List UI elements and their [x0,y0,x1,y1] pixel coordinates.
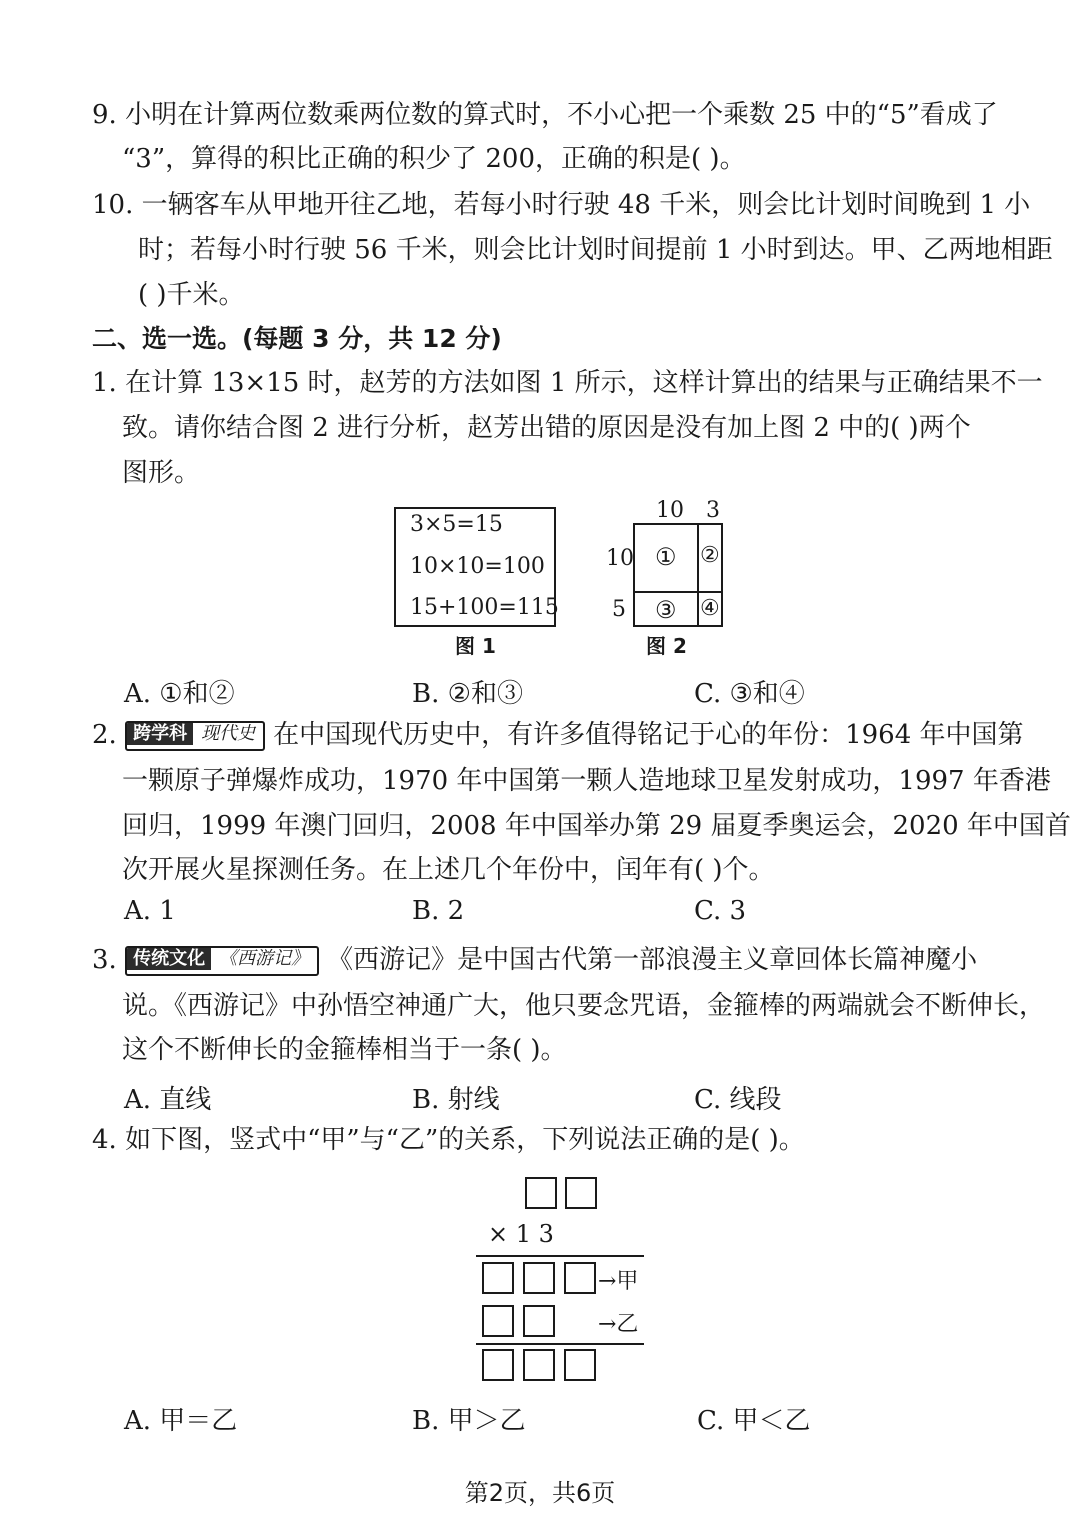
arrow-jia-label: →甲 [598,1269,639,1294]
s4-option-b[interactable]: B. 甲＞乙 [412,1406,526,1436]
badge-category: 传统文化 [127,948,211,970]
q9-line-1: 9. 小明在计算两位数乘两位数的算式时，不小心把一个乘数 25 中的“5”看成了 [92,100,998,130]
s2-text-1: 在中国现代历史中，有许多值得铭记于心的年份：1964 年中国第 [273,720,1024,750]
fig2-left-5: 5 [612,597,626,622]
s3-option-b[interactable]: B. 射线 [412,1085,500,1115]
product-line [476,1255,644,1257]
section-title: 二、选一选。(每题 3 分，共 12 分) [92,324,502,353]
s3-number: 3. [92,945,117,975]
s1-line-3: 图形。 [122,458,201,488]
s4-option-a[interactable]: A. 甲＝乙 [124,1406,238,1436]
digit-box [564,1349,596,1381]
digit-box [564,1262,596,1294]
subject-badge [125,721,265,751]
fig2-label-1: ① [655,543,677,571]
s2-line-4: 次开展火星探测任务。在上述几个年份中，闰年有( )个。 [122,855,775,885]
digit-box [482,1262,514,1294]
digit-box [523,1305,555,1337]
q9-line-2: “3”，算得的积比正确的积少了 200，正确的积是( )。 [122,144,746,174]
q10-line-3: ( )千米。 [138,280,245,310]
subject-badge [125,946,319,976]
s2-line-2: 一颗原子弹爆炸成功，1970 年中国第一颗人造地球卫星发射成功，1997 年香港 [122,766,1051,796]
s1-option-c[interactable]: C. ③和④ [694,679,805,709]
fig2-caption: 图 2 [646,634,687,658]
s4-line-1: 4. 如下图，竖式中“甲”与“乙”的关系，下列说法正确的是( )。 [92,1125,805,1155]
s4-option-c[interactable]: C. 甲＜乙 [697,1406,811,1436]
s3-line-2: 说。《西游记》中孙悟空神通广大，他只要念咒语，金箍棒的两端就会不断伸长， [122,991,1046,1021]
s3-option-c[interactable]: C. 线段 [694,1085,782,1115]
badge-topic: 现代史 [201,723,256,744]
fig2-label-4: ④ [700,596,720,621]
page-footer: 第2页，共6页 [464,1479,616,1507]
s3-line-3: 这个不断伸长的金箍棒相当于一条( )。 [122,1035,567,1065]
fig2-top-10: 10 [656,498,684,523]
s2-option-c[interactable]: C. 3 [694,896,747,926]
q10-line-1: 10. 一辆客车从甲地开往乙地，若每小时行驶 48 千米，则会比计划时间晚到 1 小 [92,190,1031,220]
fig1-caption: 图 1 [455,634,496,658]
digit-box [523,1262,555,1294]
digit-box [525,1177,557,1209]
fig2-left-10: 10 [606,546,634,571]
s1-line-2: 致。请你结合图 2 进行分析，赵芳出错的原因是没有加上图 2 中的( )两个 [122,413,971,443]
fig1-row-2: 10×10=100 [410,554,545,579]
q10-line-2: 时；若每小时行驶 56 千米，则会比计划时间提前 1 小时到达。甲、乙两地相距 [138,235,1053,265]
digit-box [482,1349,514,1381]
s2-option-b[interactable]: B. 2 [412,896,465,926]
s3-line-1 [92,943,977,977]
s2-line-1 [92,718,1024,752]
s2-number: 2. [92,720,117,750]
fig2-label-3: ③ [655,596,677,624]
fig1-row-1: 3×5=15 [410,512,503,537]
fig2-label-2: ② [700,543,720,568]
sum-line [476,1343,644,1345]
s1-line-1: 1. 在计算 13×15 时，赵芳的方法如图 1 所示，这样计算出的结果与正确结果不一 [92,368,1043,398]
s2-option-a[interactable]: A. 1 [124,896,176,926]
s3-text-1: 《西游记》是中国古代第一部浪漫主义章回体长篇神魔小 [327,945,978,975]
s2-line-3: 回归，1999 年澳门回归，2008 年中国举办第 29 届夏季奥运会，2020 年中国首 [122,811,1071,841]
arrow-yi-label: →乙 [598,1312,639,1337]
badge-topic: 《西游记》 [219,948,310,969]
digit-box [482,1305,514,1337]
s1-option-b[interactable]: B. ②和③ [412,679,523,709]
fig1-row-3: 15+100=115 [410,595,559,620]
multiplier-text: × 1 3 [488,1220,554,1248]
digit-box [565,1177,597,1209]
badge-category: 跨学科 [127,723,193,745]
digit-box [523,1349,555,1381]
s3-option-a[interactable]: A. 直线 [124,1085,212,1115]
s1-option-a[interactable]: A. ①和② [124,679,235,709]
fig2-top-3: 3 [706,498,720,523]
